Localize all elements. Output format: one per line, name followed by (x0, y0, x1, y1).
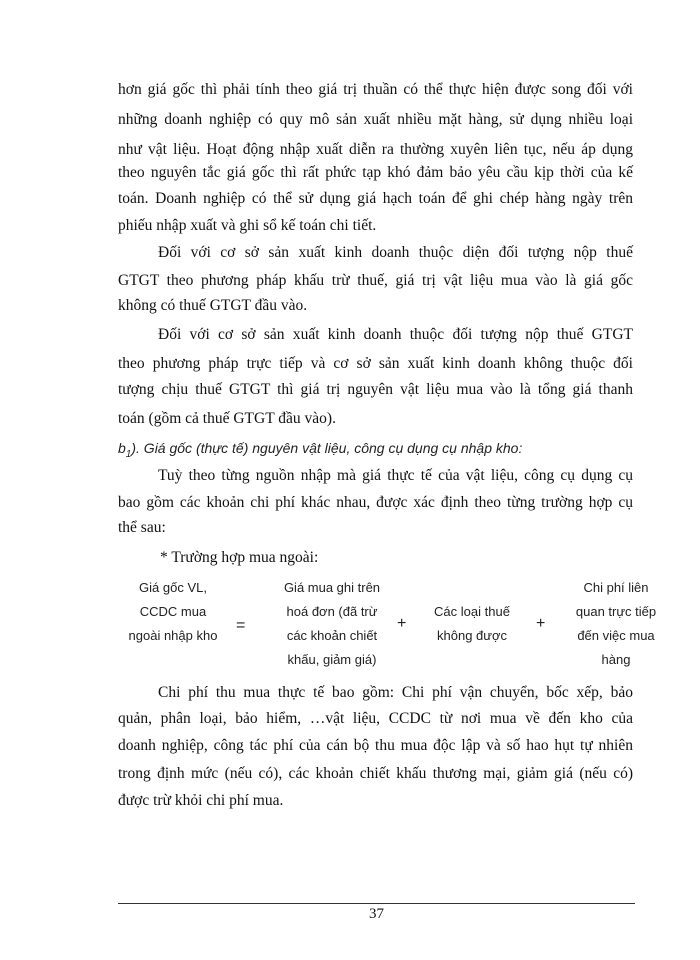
text-line: được trừ khỏi chi phí mua. (118, 792, 284, 809)
text-line: những doanh nghiệp có quy mô sản xuất nhiều mặt hàng, sử dụng nhiều loại (118, 111, 633, 128)
text-line: theo nguyên tắc giá gốc thì rất phức tạp khó đảm bảo yêu cầu kịp thời của kế (118, 164, 633, 181)
page-number: 37 (369, 906, 384, 922)
text-line: phiếu nhập xuất và ghi sổ kế toán chi tiết. (118, 217, 377, 234)
text-line: GTGT theo phương pháp khấu trừ thuế, giá trị vật liệu mua vào là giá gốc (118, 272, 633, 289)
paragraph-start: Đối với cơ sở sản xuất kinh doanh thuộc đối tượng nộp thuế GTGT (158, 326, 633, 343)
case-heading: * Trường hợp mua ngoài: (160, 549, 319, 566)
equals-sign: = (236, 617, 246, 634)
formula-lhs: Giá gốc VL, CCDC mua ngoài nhập kho (128, 580, 218, 643)
text-line: toán. Doanh nghiệp có thể sử dụng giá hạch toán để ghi chép hàng ngày trên (118, 190, 633, 207)
text-line: không có thuế GTGT đầu vào. (118, 297, 308, 314)
plus-sign: + (397, 615, 407, 632)
text-line: thể sau: (118, 519, 166, 536)
heading-prefix: b (118, 440, 126, 456)
text-line: bao gồm các khoản chi phí khác nhau, được xác định theo từng trường hợp cụ (118, 494, 633, 511)
text-line: doanh nghiệp, công tác phí của cán bộ thu mua độc lập và số hao hụt tự nhiên (118, 737, 633, 754)
text-line: toán (gồm cả thuế GTGT đầu vào). (118, 410, 336, 427)
text-line: như vật liệu. Hoạt động nhập xuất diễn ra thường xuyên liên tục, nếu áp dụng (118, 141, 633, 158)
text-line: trong định mức (nếu có), các khoản chiết khấu thương mại, giảm giá (nếu có) (118, 765, 633, 782)
paragraph-start: Chi phí thu mua thực tế bao gồm: Chi phí vận chuyển, bốc xếp, bảo (158, 684, 633, 701)
footer-rule (118, 903, 635, 904)
text-line: quản, phân loại, bảo hiểm, …vật liệu, CCDC từ nơi mua về đến kho của (118, 710, 633, 727)
formula-term-price: Giá mua ghi trên hoá đơn (đã trừ các khoản chiết khấu, giảm giá) (283, 580, 381, 667)
paragraph-start: Đối với cơ sở sản xuất kinh doanh thuộc diện đối tượng nộp thuế (158, 244, 633, 261)
paragraph-start: Tuỳ theo từng nguồn nhập mà giá thực tế của vật liệu, công cụ dụng cụ (158, 467, 633, 484)
heading-text: ). Giá gốc (thực tế) nguyên vật liệu, công cụ dụng cụ nhập kho: (131, 440, 523, 456)
text-line: hơn giá gốc thì phải tính theo giá trị thuần có thể thực hiện được song đối với (118, 81, 633, 98)
formula-term-cost: Chi phí liên quan trực tiếp đến việc mua hàng (575, 580, 657, 667)
section-heading (118, 438, 633, 465)
formula-term-tax: Các loại thuế không được (434, 604, 510, 643)
heading-subscript: 1 (125, 448, 132, 460)
text-line: tượng chịu thuế GTGT thì giá trị nguyên vật liệu mua vào là tổng giá thanh (118, 381, 633, 398)
plus-sign: + (536, 615, 546, 632)
text-line: theo phương pháp trực tiếp và cơ sở sản xuất kinh doanh không thuộc đối (118, 355, 633, 372)
